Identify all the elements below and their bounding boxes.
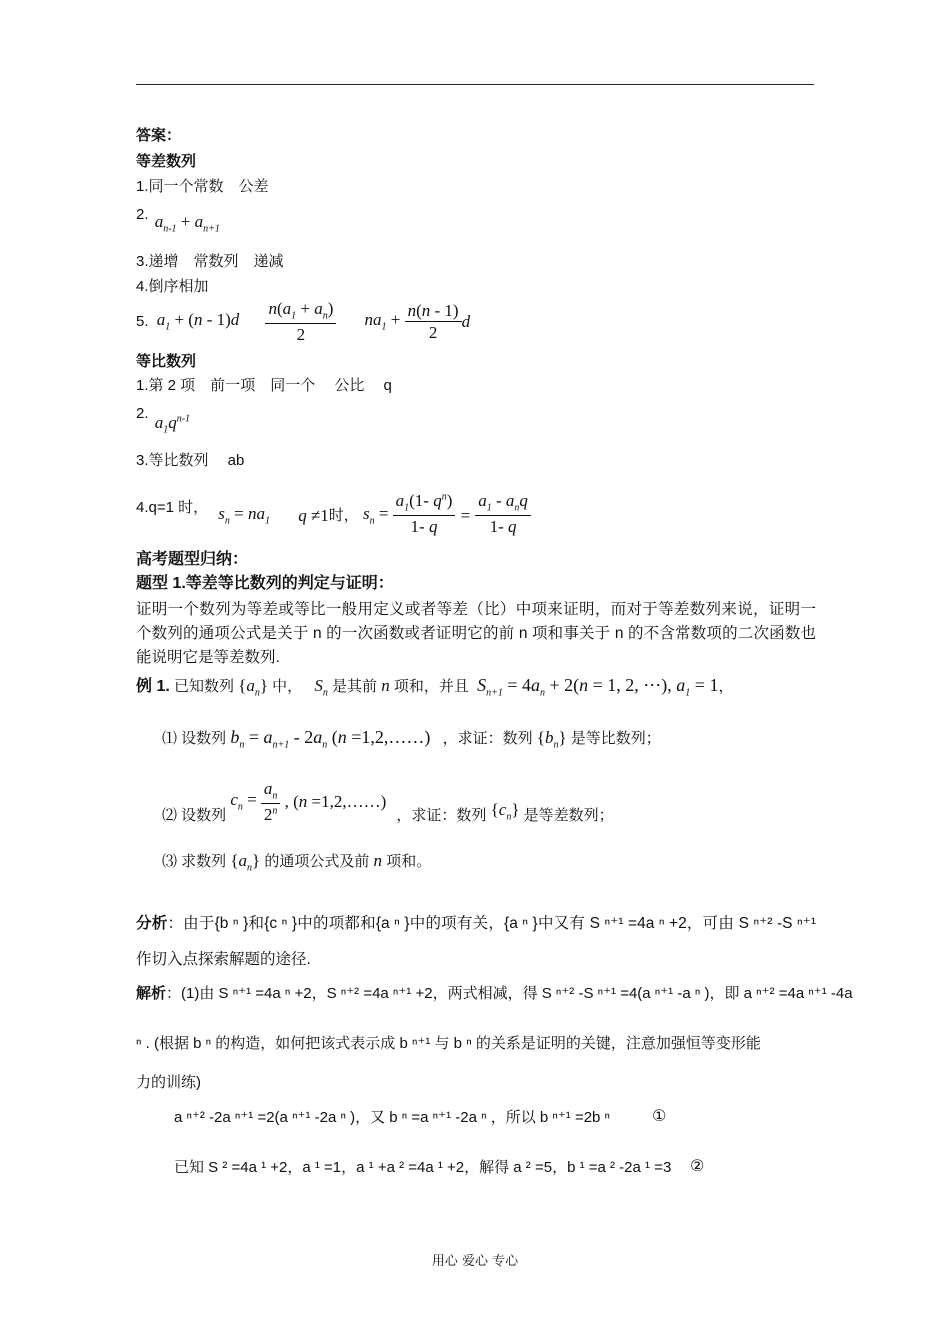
example-intro: 例 1. 已知数列 $\{a_n\}$ 中， $S_n$ 是其前 n 项和，并且 $S_{n+1} = 4a_n + 2(n = 1$, 2, ⋯), $a_1 = 1$， [136, 675, 734, 699]
analysis-label: 分析 [136, 915, 168, 932]
solution-line-3: 力的训练) [136, 1074, 201, 1091]
solution-eq-2: 已知 S ² =4a ¹ +2，a ¹ =1，a ¹ +a ² =4a ¹ +2，解得 a ² =5，b ¹ =a ² -2a ¹ =3 [174, 1159, 672, 1176]
geo-sum-frac-1: $\frac{a_1(1- q^n)}{1- q}$ [393, 492, 456, 535]
arith-sum-formula-2: $na_1$ + [364, 310, 401, 333]
geo-term-formula: $a_1q^{n-1}$ [154, 413, 191, 436]
q2-formula-lhs: $c_n$ = [230, 790, 257, 813]
q1-formula: $b_n = a_{n+1} - 2a_n$ (n =1,2,……) [230, 727, 431, 751]
q2-a: ⑵ 设数列 [162, 807, 227, 825]
arith-item-4: 4.倒序相加 [136, 278, 209, 295]
arith-item-2-label: 2. [136, 206, 149, 223]
seq-b: $\{b_n\}$ [536, 728, 567, 751]
geo-item-4-prefix: 4.q=1 时， [136, 499, 209, 517]
geo-sum-frac-2: $\frac{a_1 - a_nq}{1- q}$ [475, 492, 531, 535]
q2-formula-rhs: , (n =1,2,……) [284, 792, 387, 812]
solution-line-2: ⁿ . (根据 b ⁿ 的构造，如何把该式表示成 b ⁿ⁺¹ 与 b ⁿ 的关系是证明的关键，注意加强恒等变形能 [136, 1035, 761, 1052]
eq-1-marker: ① [652, 1108, 667, 1125]
seq-a: $\{a_n\}$ [238, 676, 268, 699]
example-label: 例 1. [136, 678, 170, 695]
var-n-2: n [373, 851, 383, 870]
seq-c: $\{c_n\}$ [490, 800, 520, 823]
q1-b: ，求证：数列 [442, 730, 533, 747]
arith-item-5: 5. $a_1 + (n - 1)d$ $\frac{n(a_1 + a_n)}{2}$ $na_1$ + $\frac{n(n - 1)}{2}$ d [136, 299, 471, 345]
geo-when: 时， [328, 507, 359, 525]
analysis [136, 906, 816, 978]
arith-item-3: 3.递增 常数列 递减 [136, 253, 284, 270]
answers-heading: 答案： [136, 127, 182, 144]
arith-item-2-formula: $a_{n-1} + a_{n+1}$ [154, 212, 220, 235]
q2-b: ，求证：数列 [396, 807, 487, 825]
arith-heading: 等差数列 [136, 153, 197, 170]
arith-item-1: 1.同一个常数 公差 [136, 178, 269, 195]
solution-eq-1: a ⁿ⁺² -2a ⁿ⁺¹ =2(a ⁿ⁺¹ -2a ⁿ )，又 b ⁿ =a ⁿ⁺¹ -2a ⁿ ，所以 b ⁿ⁺¹ =2b ⁿ [174, 1109, 611, 1126]
arith-item-2 [136, 205, 220, 235]
type1-heading: 题型 1.等差等比数列的判定与证明： [136, 575, 394, 592]
example-intro-b: 中， [272, 678, 303, 695]
q2-frac: $\frac{a_n}{2^n}$ [261, 780, 281, 823]
q3-a: ⑶ 求数列 [162, 853, 227, 870]
question-3 [162, 852, 431, 873]
q2-c: 是等差数列； [523, 807, 614, 825]
arith-term-formula: $a_1 + (n - 1)d$ [156, 310, 240, 333]
geo-item-2 [136, 404, 191, 436]
q1-a: ⑴ 设数列 [162, 730, 227, 747]
geo-condition: q ≠1 [298, 506, 329, 526]
page-footer: 用心 爱心 专心 [431, 1254, 519, 1269]
geo-sum-q1: $s_n = na_1$ [218, 504, 271, 527]
geo-item-1: 1.第 2 项 前一项 同一个 公比 q [136, 377, 392, 394]
eq-2-marker: ② [690, 1158, 705, 1175]
q3-c: 项和。 [386, 853, 432, 870]
q1-c: 是等比数列； [570, 730, 661, 747]
sum-s: $S_n$ [314, 676, 328, 699]
example-intro-d: 项和，并且 [393, 678, 469, 695]
question-1 [162, 728, 661, 751]
geo-heading: 等比数列 [136, 353, 197, 370]
analysis-text: ：由于{b ⁿ }和{c ⁿ }中的项都和{a ⁿ }中的项有关，{a ⁿ }中又有 S ⁿ⁺¹ =4a ⁿ +2，可由 S ⁿ⁺² -S ⁿ⁺¹ 作切入点探索解题的途径. [136, 915, 816, 968]
example-condition: $S_{n+1} = 4a_n + 2(n = 1$, 2, ⋯), $a_1 = 1$ [477, 675, 719, 699]
geo-item-4: 4.q=1 时， $s_n = na_1$ q ≠1时， $s_n$ = $\frac{a_1(1- q^n)}{1- q}$ = $\frac{a_1 - a_nq}{1- q}$ [136, 486, 531, 529]
arith-sum-formula-2-frac: $\frac{n(n - 1)}{2}$ [405, 302, 462, 341]
geo-item-3: 3.等比数列 ab [136, 452, 245, 469]
geo-item-2-label: 2. [136, 405, 149, 422]
question-2 [162, 780, 614, 823]
solution-line-1 [136, 986, 853, 1001]
type1-body: 证明一个数列为等差或等比一般用定义或者等差（比）中项来证明，而对于等差数列来说，证明一个数列的通项公式是关于 n 的一次函数或者证明它的前 n 项和事关于 n 的不含常数项的二次函数也能说明它是等差数列. [136, 601, 816, 666]
q3-b: 的通项公式及前 [264, 853, 370, 870]
solution-label: 解析 [136, 985, 167, 1002]
geo-sum-general: $s_n$ = [362, 504, 389, 527]
example-intro-c: 是其前 [332, 678, 378, 695]
var-n: n [381, 676, 390, 695]
arith-sum-formula-1: $\frac{n(a_1 + a_n)}{2}$ [265, 300, 336, 343]
arith-item-5-label: 5. [136, 313, 149, 331]
example-intro-a: 已知数列 [173, 678, 234, 695]
seq-a-2: $\{a_n\}$ [230, 851, 261, 874]
solution-line-1-text: ：(1)由 S ⁿ⁺¹ =4a ⁿ +2，S ⁿ⁺² =4a ⁿ⁺¹ +2，两式相减，得 S ⁿ⁺² -S ⁿ⁺¹ =4(a ⁿ⁺¹ -a ⁿ )，即 a ⁿ⁺² =4a ⁿ⁺¹ -4a [166, 985, 853, 1002]
summary-heading: 高考题型归纳： [136, 551, 249, 568]
header-rule [136, 84, 814, 85]
